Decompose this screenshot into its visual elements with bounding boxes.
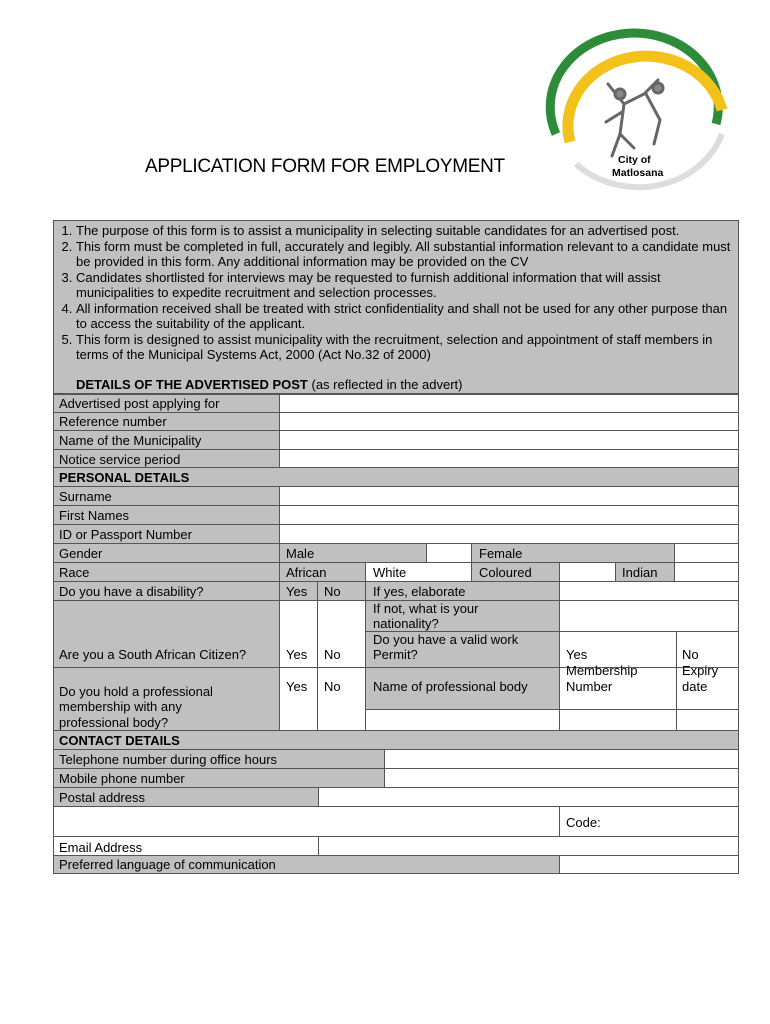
work-permit-label-line1: Do you have a valid work xyxy=(373,632,519,647)
postal-label: Postal address xyxy=(59,790,145,805)
professional-label-line2: membership with any xyxy=(59,699,182,714)
membership-number-field[interactable] xyxy=(559,709,677,731)
instruction-item: 5. This form is designed to assist municipality with the recruitment, selection and appointment of staff members in terms of the Municipal Systems Act, 2000 (Act No.32 of 2000) xyxy=(76,332,738,363)
professional-no-label: No xyxy=(324,679,341,694)
advert-post-field[interactable] xyxy=(279,394,739,413)
first-names-label: First Names xyxy=(59,508,130,523)
professional-no-cell[interactable] xyxy=(317,667,366,731)
race-white-label: White xyxy=(373,565,407,580)
surname-label: Surname xyxy=(59,489,112,504)
postal-code-label: Code: xyxy=(566,815,601,830)
disability-elaborate-field[interactable] xyxy=(559,581,739,601)
postal-address-line2-field[interactable] xyxy=(53,806,560,837)
work-permit-no-label: No xyxy=(682,647,699,662)
logo-text-line1: City of xyxy=(618,154,651,166)
citizen-yes-label: Yes xyxy=(286,647,308,662)
gender-label: Gender xyxy=(59,546,103,561)
language-field[interactable] xyxy=(559,855,739,874)
municipality-field[interactable] xyxy=(279,430,739,450)
advert-section-heading: DETAILS OF THE ADVERTISED POST (as reflected in the advert) xyxy=(76,377,463,392)
reference-label: Reference number xyxy=(59,414,167,429)
race-label: Race xyxy=(59,565,90,580)
race-coloured-label: Coloured xyxy=(479,565,532,580)
instructions-box xyxy=(53,220,739,394)
instructions-list xyxy=(54,223,738,363)
expiry-date-label-line1: Expiry xyxy=(682,663,719,678)
telephone-label: Telephone number during office hours xyxy=(59,752,278,767)
membership-number-label-line2: Number xyxy=(566,679,613,694)
disability-no-label: No xyxy=(324,584,341,599)
if-yes-elaborate-label: If yes, elaborate xyxy=(373,584,466,599)
id-number-field[interactable] xyxy=(279,524,739,544)
surname-field[interactable] xyxy=(279,486,739,506)
race-indian-checkbox[interactable] xyxy=(674,562,739,582)
disability-yes-label: Yes xyxy=(286,584,308,599)
id-label: ID or Passport Number xyxy=(59,527,192,542)
expiry-date-field[interactable] xyxy=(676,709,739,731)
professional-yes-label: Yes xyxy=(286,679,308,694)
gender-male-checkbox[interactable] xyxy=(426,543,472,563)
work-permit-label-line2: Permit? xyxy=(373,647,418,662)
instruction-item: 4. All information received shall be treated with strict confidentiality and shall not be used for any other purpose than to access the suitability of the applicant. xyxy=(76,301,738,332)
professional-label-line1: Do you hold a professional xyxy=(59,684,213,699)
notice-label: Notice service period xyxy=(59,452,181,467)
instruction-item: 1. The purpose of this form is to assist a municipality in selecting suitable candidates for an advertised post. xyxy=(76,223,738,239)
professional-body-label: Name of professional body xyxy=(373,679,528,694)
instruction-item: 2. This form must be completed in full, accurately and legibly. All substantial information relevant to a candidate must be provided in this form. Any additional information may be provided on the CV xyxy=(76,239,738,270)
nationality-field[interactable] xyxy=(559,600,739,632)
email-label: Email Address xyxy=(59,840,143,855)
disability-label: Do you have a disability? xyxy=(59,584,204,599)
personal-details-heading: PERSONAL DETAILS xyxy=(59,470,190,485)
professional-label-line3: professional body? xyxy=(59,715,169,730)
race-african-label: African xyxy=(286,565,327,580)
expiry-date-label-line2: date xyxy=(682,679,708,694)
nationality-label-line1: If not, what is your xyxy=(373,601,479,616)
mobile-field[interactable] xyxy=(384,768,739,788)
advert-post-label: Advertised post applying for xyxy=(59,396,220,411)
gender-female-label: Female xyxy=(479,546,523,561)
nationality-label-line2: nationality? xyxy=(373,616,439,631)
membership-number-label-line1: Membership xyxy=(566,663,638,678)
telephone-field[interactable] xyxy=(384,749,739,769)
race-indian-label: Indian xyxy=(622,565,658,580)
municipality-label: Name of the Municipality xyxy=(59,433,202,448)
reference-number-field[interactable] xyxy=(279,412,739,431)
contact-details-heading: CONTACT DETAILS xyxy=(59,733,180,748)
citizen-no-label: No xyxy=(324,647,341,662)
logo-text-line2: Matlosana xyxy=(612,167,664,179)
notice-period-field[interactable] xyxy=(279,449,739,468)
city-of-matlosana-logo xyxy=(536,24,736,196)
professional-body-field[interactable] xyxy=(365,709,560,731)
race-coloured-checkbox[interactable] xyxy=(559,562,616,582)
postal-address-field[interactable] xyxy=(318,787,739,807)
instruction-item: 3. Candidates shortlisted for interviews may be requested to furnish additional information that will assist municipalities to expedite recruitment and selection processes. xyxy=(76,270,738,301)
language-label: Preferred language of communication xyxy=(59,857,276,872)
page-title: APPLICATION FORM FOR EMPLOYMENT xyxy=(145,156,505,177)
mobile-label: Mobile phone number xyxy=(59,771,185,786)
gender-female-checkbox[interactable] xyxy=(674,543,739,563)
gender-male-label: Male xyxy=(286,546,315,561)
email-field[interactable] xyxy=(318,836,739,856)
citizen-label: Are you a South African Citizen? xyxy=(59,647,247,662)
professional-yes-cell[interactable] xyxy=(279,667,318,731)
work-permit-yes-label: Yes xyxy=(566,647,588,662)
first-names-field[interactable] xyxy=(279,505,739,525)
